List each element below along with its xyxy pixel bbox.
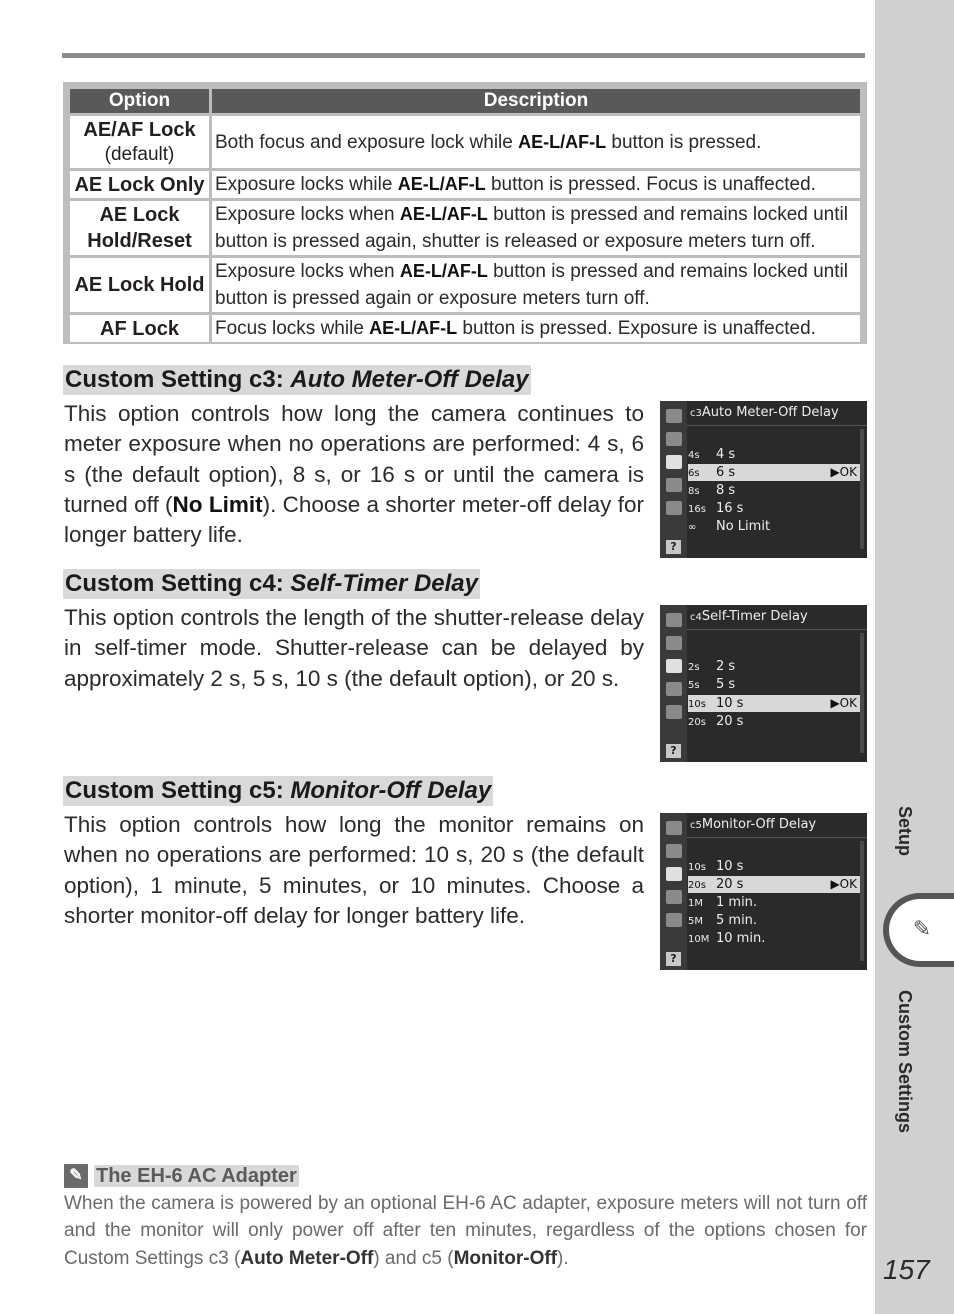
- paragraph-c4: This option controls the length of the shutter-release delay in self-timer mode. Shutter-release can be delayed by approximately 2 s, 5 s, 10 s (the default option), or 20 s.: [64, 605, 644, 691]
- table-row: [70, 315, 860, 342]
- description-cell: Exposure locks when AE-L/AF-L button is pressed and remains locked until button is pressed again or exposure meters turn off.: [212, 258, 860, 312]
- option-cell: AF Lock: [70, 315, 209, 342]
- help-icon: ?: [666, 540, 681, 554]
- heading-c4: Custom Setting c4: Self-Timer Delay: [65, 570, 478, 597]
- playback-menu-icon: [666, 613, 682, 627]
- setup-wrench-icon: [666, 682, 682, 696]
- menu-item-10s: 10s 10 s: [688, 859, 744, 874]
- note-heading: ✎ The EH-6 AC Adapter: [64, 1164, 299, 1188]
- column-header-option: Option: [70, 89, 209, 113]
- option-cell: AE Lock Hold/Reset: [70, 201, 209, 255]
- menu-item-no-limit: ∞ No Limit: [688, 519, 771, 534]
- menu-item-10min: 10M 10 min.: [688, 931, 766, 946]
- table-row: [70, 201, 860, 255]
- description-cell: Exposure locks while AE-L/AF-L button is pressed. Focus is unaffected.: [212, 171, 860, 198]
- retouch-menu-icon: [666, 501, 682, 515]
- description-cell: Both focus and exposure lock while AE-L/AF-L button is pressed.: [212, 116, 860, 168]
- description-cell: Focus locks while AE-L/AF-L button is pressed. Exposure is unaffected.: [212, 315, 860, 342]
- custom-settings-pencil-icon: [666, 867, 682, 881]
- heading-c5: Custom Setting c5: Monitor-Off Delay: [65, 777, 492, 804]
- menu-item-5s: 5s 5 s: [688, 677, 736, 692]
- setup-wrench-icon: [666, 478, 682, 492]
- menu-item-6s-selected: 6s 6 s ▶OK: [688, 464, 860, 481]
- paragraph-c5: This option controls how long the monitor remains on when no operations are performed: 10 s, 20 s (the default option), 1 minute, 5 minutes, or 10 minutes. Choose a shorter monitor-off delay for longer battery life.: [64, 812, 644, 928]
- top-rule: [62, 53, 865, 58]
- note-body: When the camera is powered by an optional EH-6 AC adapter, exposure meters will not turn off and the monitor will only power off after ten minutes, regardless of the options chosen for Custom Settings c3 (Auto Meter-Off) and c5 (Monitor-Off).: [64, 1193, 867, 1269]
- table-row: [70, 116, 860, 168]
- column-header-description: Description: [212, 89, 860, 113]
- heading-c3: Custom Setting c3: Auto Meter-Off Delay: [65, 366, 529, 393]
- table-row: [70, 171, 860, 198]
- option-cell: AE Lock Only: [70, 171, 209, 198]
- menu-item-2s: 2s 2 s: [688, 659, 736, 674]
- table-row: [70, 258, 860, 312]
- pencil-icon: ✎: [912, 917, 932, 942]
- side-label-custom-settings: Custom Settings: [895, 990, 915, 1134]
- help-icon: ?: [666, 952, 681, 966]
- camera-menu-c4: [660, 605, 867, 762]
- scrollbar: [860, 841, 864, 961]
- camera-menu-c3: [660, 401, 867, 558]
- note-pencil-icon: ✎: [64, 1164, 88, 1188]
- menu-item-20s: 20s 20 s: [688, 714, 744, 729]
- page-number: 157: [883, 1254, 930, 1285]
- scrollbar: [860, 429, 864, 549]
- screen-title: c4Self-Timer Delay: [690, 609, 808, 624]
- help-icon: ?: [666, 744, 681, 758]
- camera-menu-c5: [660, 813, 867, 970]
- menu-item-1min: 1M 1 min.: [688, 895, 758, 910]
- scrollbar: [860, 633, 864, 753]
- screen-title: c3Auto Meter-Off Delay: [690, 405, 839, 420]
- custom-settings-tab: [883, 893, 954, 967]
- menu-item-10s-selected: 10s 10 s ▶OK: [688, 695, 860, 712]
- option-cell: AE Lock Hold: [70, 258, 209, 312]
- shooting-menu-icon: [666, 432, 682, 446]
- screen-title: c5Monitor-Off Delay: [690, 817, 817, 832]
- menu-item-4s: 4s 4 s: [688, 447, 736, 462]
- shooting-menu-icon: [666, 844, 682, 858]
- shooting-menu-icon: [666, 636, 682, 650]
- setup-wrench-icon: [666, 890, 682, 904]
- playback-menu-icon: [666, 409, 682, 423]
- option-cell: AE/AF Lock (default): [70, 116, 209, 168]
- custom-settings-pencil-icon: [666, 455, 682, 469]
- menu-item-20s-selected: 20s 20 s ▶OK: [688, 876, 860, 893]
- menu-item-5min: 5M 5 min.: [688, 913, 758, 928]
- side-label-setup: Setup: [895, 806, 915, 857]
- retouch-menu-icon: [666, 913, 682, 927]
- options-table: [63, 82, 867, 344]
- playback-menu-icon: [666, 821, 682, 835]
- menu-item-16s: 16s 16 s: [688, 501, 744, 516]
- retouch-menu-icon: [666, 705, 682, 719]
- menu-item-8s: 8s 8 s: [688, 483, 736, 498]
- paragraph-c3: This option controls how long the camera continues to meter exposure when no operations are performed: 4 s, 6 s (the default option), 8 s, or 16 s or until the camera is turned off (No Limit). Choose a shorter meter-off delay for longer battery life.: [64, 401, 644, 548]
- description-cell: Exposure locks when AE-L/AF-L button is pressed and remains locked until button is pressed again, shutter is released or exposure meters turn off.: [212, 201, 860, 255]
- custom-settings-pencil-icon: [666, 659, 682, 673]
